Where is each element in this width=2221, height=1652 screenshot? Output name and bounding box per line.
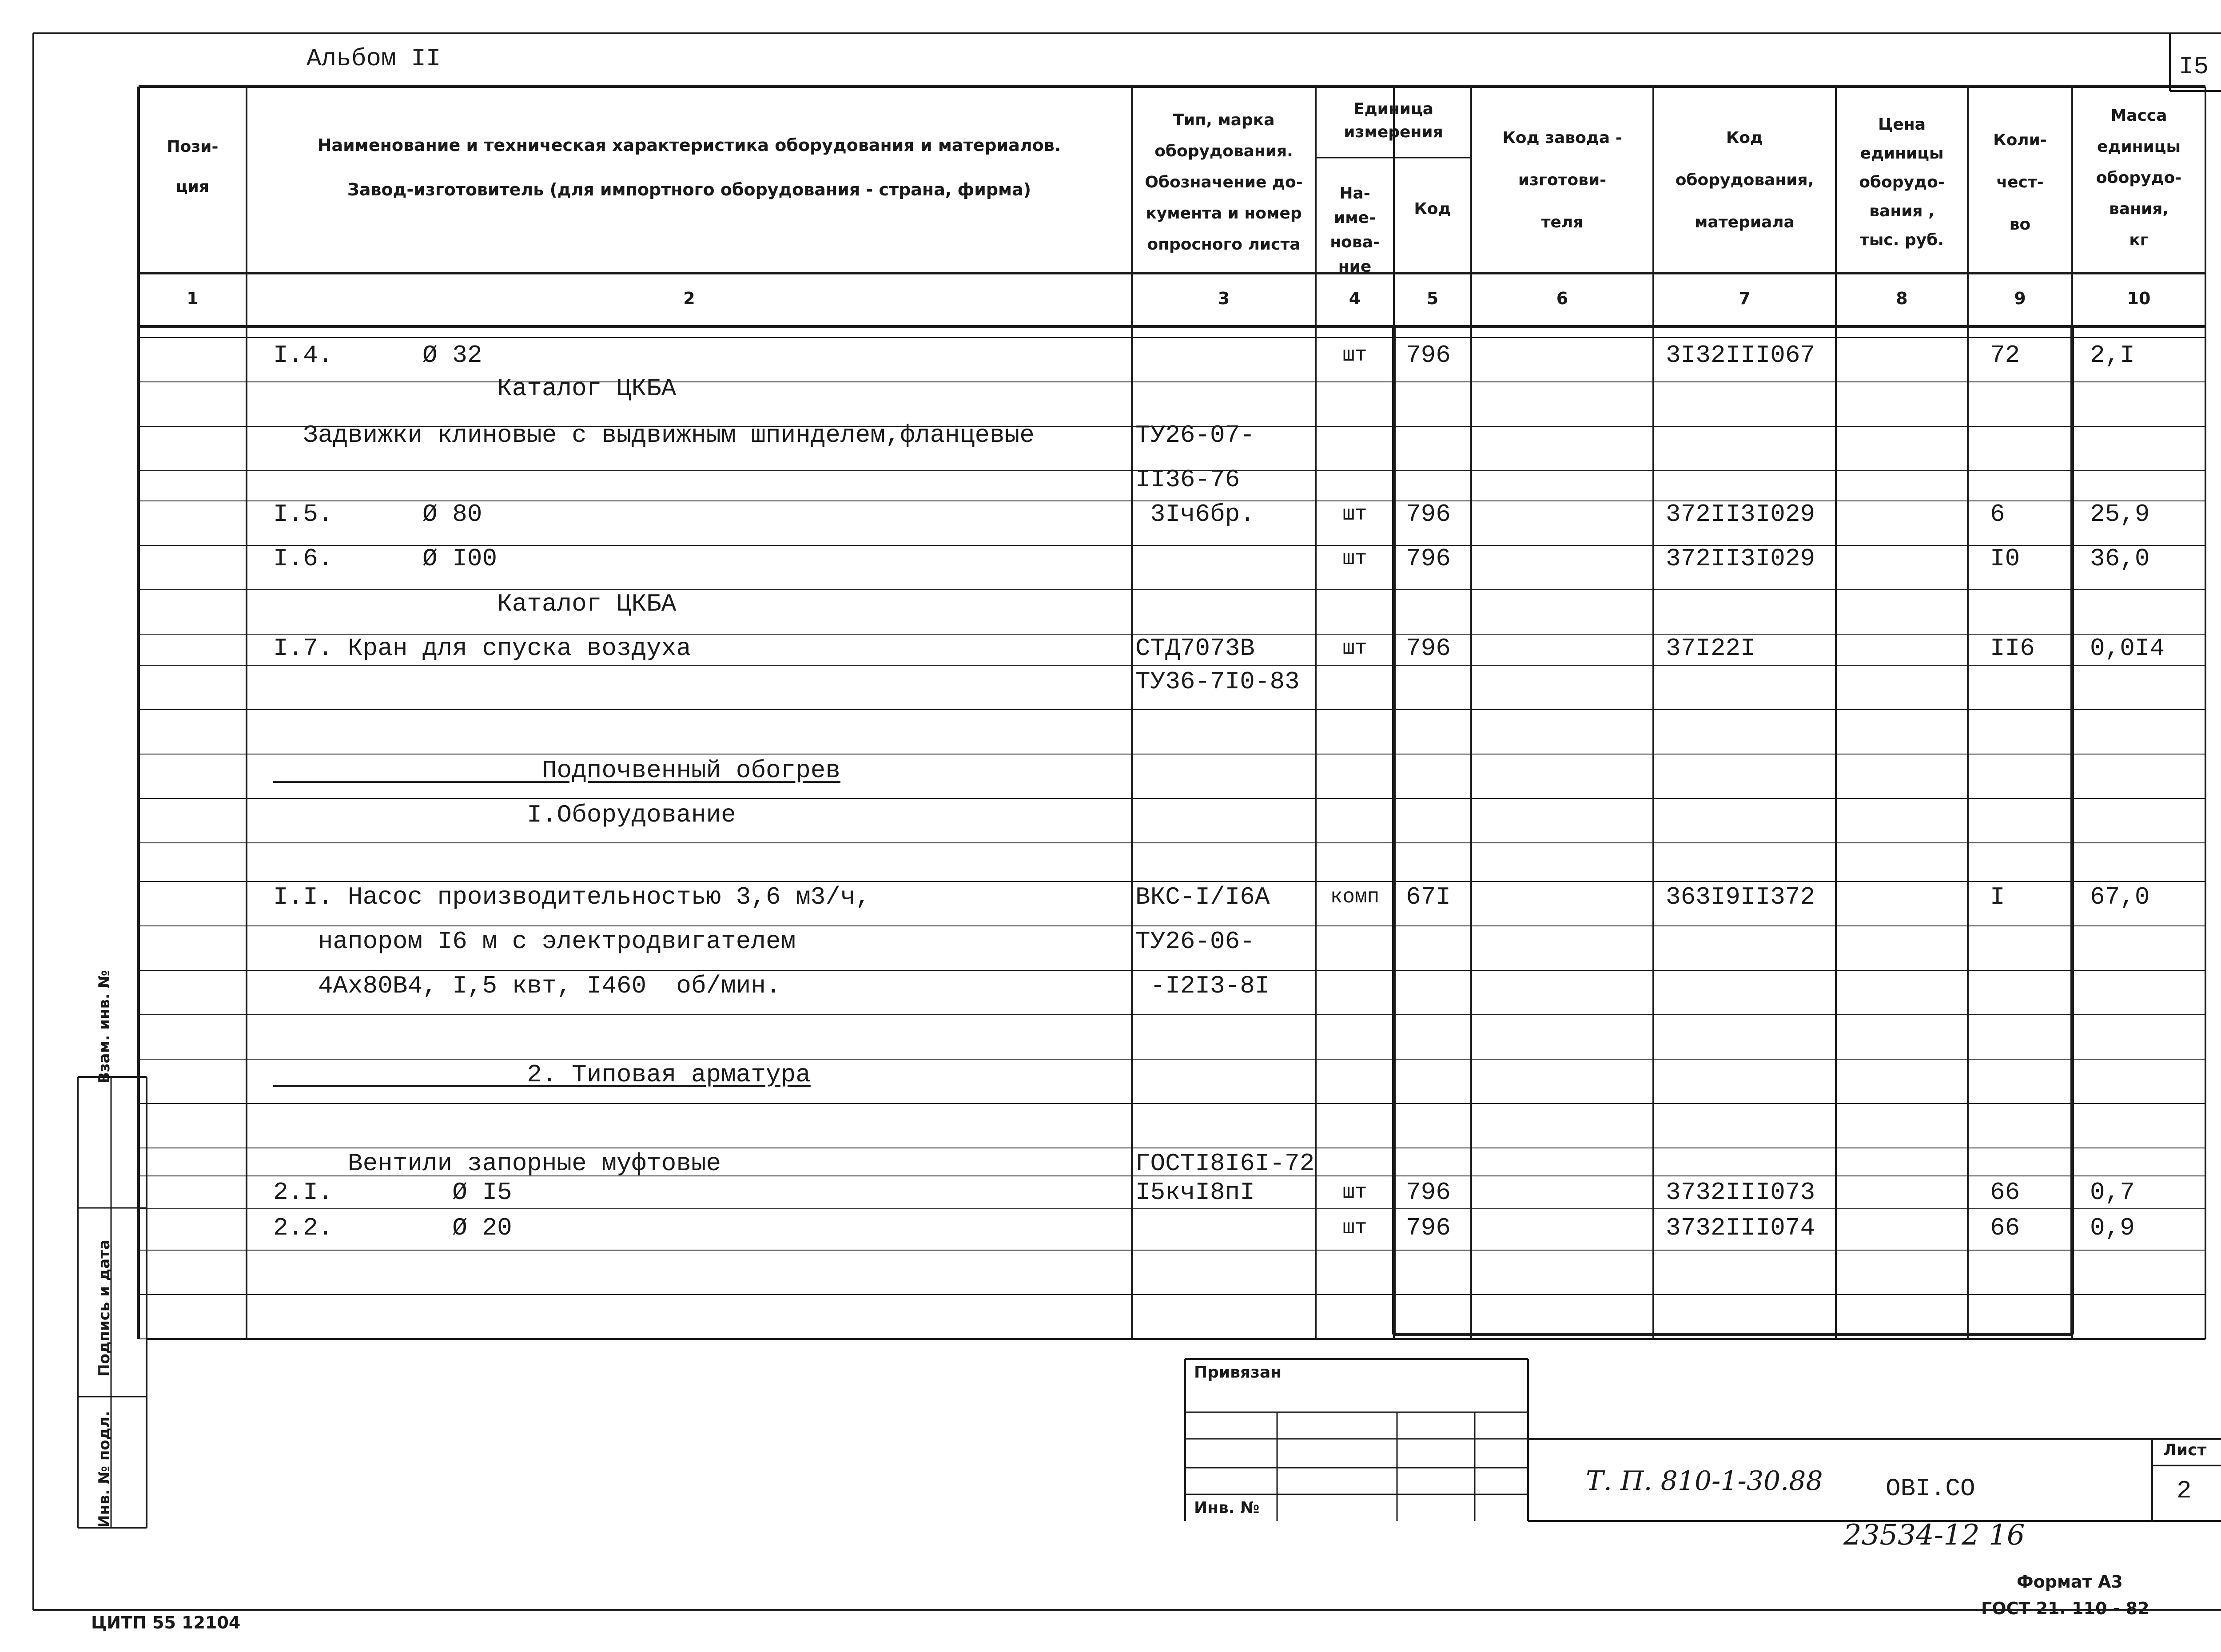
cell-c2: 2.2. Ø 20 [273,1214,512,1242]
footer-gost: ГОСТ 21. 110 - 82 [1981,1599,2149,1618]
stamp-sheet-label: Лист [2163,1441,2207,1459]
cell-c3: I5кчI8пI [1135,1178,1255,1207]
cell-c3: ТУ26-06- [1135,927,1255,956]
cell-c7: 3I32III067 [1666,341,1815,369]
side-stamp-original-inv: Инв. № подл. [96,1410,113,1528]
cell-c3: ТУ36-7I0-83 [1135,667,1300,696]
cell-c2: I.7. Кран для спуска воздуха [273,634,691,663]
column-header-8-line: единицы [1860,144,1944,163]
footer-format: Формат А3 [2017,1572,2123,1592]
cell-c2: напором I6 м с электродвигателем [273,927,796,956]
column-header-3-line: оборудования. [1154,142,1293,160]
stamp-code: OBI.CO [1886,1474,1975,1503]
cell-c3: 3Iч6бр. [1135,500,1255,528]
column-number-7: 7 [1739,289,1751,308]
column-number-5: 5 [1426,289,1439,308]
cell-c2: Каталог ЦКБА [273,374,677,403]
side-stamp-signature-date: Подпись и дата [96,1239,113,1377]
cell-c10: 0,9 [2090,1214,2135,1242]
cell-c2: I.5. Ø 80 [273,500,482,528]
column-header-4-line: ние [1338,258,1372,276]
cell-c10: 0,0I4 [2090,634,2165,663]
column-header-10-line: оборудо- [2096,169,2182,187]
cell-c3: ГОСТI8I6I-72 [1135,1149,1315,1178]
unit-group-header: Единица [1353,100,1433,118]
cell-c9: 72 [1990,341,2020,369]
cell-c5: 67I [1406,883,1451,911]
column-header-6-line: теля [1541,213,1584,231]
stamp-handwritten-number: 23534-12 16 [1843,1519,2025,1552]
cell-c4: шт [1342,1181,1367,1204]
column-number-1: 1 [187,289,199,308]
cell-c3: ВКС-I/I6А [1135,883,1270,911]
cell-c3: II36-76 [1135,465,1240,494]
cell-c7: 3732III074 [1666,1214,1815,1242]
cell-c5: 796 [1406,1178,1451,1207]
cell-c10: 0,7 [2090,1178,2135,1207]
cell-c2: Каталог ЦКБА [273,590,677,618]
cell-c4: шт [1342,503,1367,526]
column-header-9-line: чест- [1996,173,2044,191]
cell-c7: 363I9II372 [1666,883,1815,911]
cell-c5: 796 [1406,1214,1451,1242]
cell-c7: 37I22I [1666,634,1755,663]
cell-c5: 796 [1406,500,1451,528]
column-header-9-line: Коли- [1993,131,2047,149]
cell-c10: 2,I [2090,341,2135,369]
cell-c7: 3732III073 [1666,1178,1815,1207]
cell-c4: комп [1330,886,1380,909]
column-number-9: 9 [2014,289,2026,308]
cell-c2: 2.I. Ø I5 [273,1178,512,1207]
column-header-8-line: Цена [1878,115,1926,134]
cell-c2: Подпочвенный обогрев [273,756,841,785]
column-number-6: 6 [1556,289,1568,308]
column-header-5-line: Код [1414,200,1451,218]
column-header-7-line: Код [1726,129,1763,147]
cell-c10: 36,0 [2090,544,2150,573]
column-header-3-line: кумента и номер [1146,204,1302,222]
cell-c9: 66 [1990,1214,2020,1242]
stamp-privyazan: Привязан [1194,1363,1282,1382]
cell-c9: I [1990,883,2005,911]
column-number-8: 8 [1896,289,1908,308]
cell-c7: 372II3I029 [1666,500,1815,528]
column-number-2: 2 [683,289,695,308]
column-header-4-line: На- [1339,184,1370,203]
album-label: Альбом II [306,44,441,73]
cell-c9: 6 [1990,500,2005,528]
column-header-2-line: Завод-изготовитель (для импортного оборудования - страна, фирма) [347,180,1031,199]
cell-c2: I.6. Ø I00 [273,544,498,573]
cell-c3: -I2I3-8I [1135,972,1270,1000]
cell-c7: 372II3I029 [1666,544,1815,573]
cell-c2: 2. Типовая арматура [273,1060,811,1089]
footer-left: ЦИТП 55 12104 [91,1613,241,1632]
column-header-4-line: име- [1333,209,1376,227]
cell-c3: ТУ26-07- [1135,421,1255,449]
column-number-3: 3 [1218,289,1230,308]
column-header-8-line: тыс. руб. [1859,231,1944,249]
cell-c4: шт [1342,1216,1367,1239]
column-header-7-line: оборудования, [1675,171,1814,189]
cell-c2: 4Ах80В4, I,5 квт, I460 об/мин. [273,972,781,1000]
column-header-3-line: Тип, марка [1173,111,1275,129]
column-header-4-line: нова- [1330,233,1380,251]
column-header-2-line: Наименование и техническая характеристика оборудования и материалов. [317,135,1061,155]
column-header-1-line: ция [175,178,210,196]
cell-c10: 67,0 [2090,883,2150,911]
column-number-4: 4 [1349,289,1361,308]
cell-c9: I0 [1990,544,2020,573]
column-header-3-line: опросного листа [1147,235,1301,254]
cell-c5: 796 [1406,544,1451,573]
unit-group-header: измерения [1344,123,1443,141]
column-header-8-line: оборудо- [1859,173,1945,191]
cell-c4: шт [1342,637,1367,660]
column-header-10-line: кг [2129,231,2149,249]
column-header-10-line: Масса [2110,107,2167,125]
side-stamp-replaced-inv: Взам. инв. № [96,970,113,1084]
cell-c2: I.4. Ø 32 [273,341,482,369]
column-header-10-line: единицы [2097,138,2181,156]
stamp-designation: Т. П. 810-1-30.88 [1586,1465,1823,1497]
column-header-8-line: вания , [1869,202,1934,220]
cell-c9: II6 [1990,634,2035,663]
column-header-7-line: материала [1695,213,1795,231]
column-header-3-line: Обозначение до- [1145,173,1303,191]
column-header-9-line: во [2009,215,2031,234]
cell-c2: Вентили запорные муфтовые [273,1149,721,1178]
column-header-6-line: изготови- [1518,171,1607,189]
column-header-10-line: вания, [2109,200,2169,218]
cell-c5: 796 [1406,341,1451,369]
column-header-6-line: Код завода - [1502,129,1622,147]
stamp-inv-no: Инв. № [1194,1499,1260,1517]
cell-c5: 796 [1406,634,1451,663]
column-number-10: 10 [2127,289,2151,308]
cell-c10: 25,9 [2090,500,2150,528]
cell-c4: шт [1342,344,1367,367]
cell-c4: шт [1342,547,1367,570]
cell-c2: I.I. Насос производительностью 3,6 м3/ч, [273,883,871,911]
page-number: I5 [2179,52,2209,81]
stamp-sheet-number: 2 [2177,1477,2192,1505]
cell-c2: I.Оборудование [273,801,736,829]
cell-c3: СТД7073В [1135,634,1255,663]
cell-c2: Задвижки клиновые с выдвижным шпинделем,фланцевые [273,421,1035,449]
column-header-1-line: Пози- [167,138,219,156]
cell-c9: 66 [1990,1178,2020,1207]
